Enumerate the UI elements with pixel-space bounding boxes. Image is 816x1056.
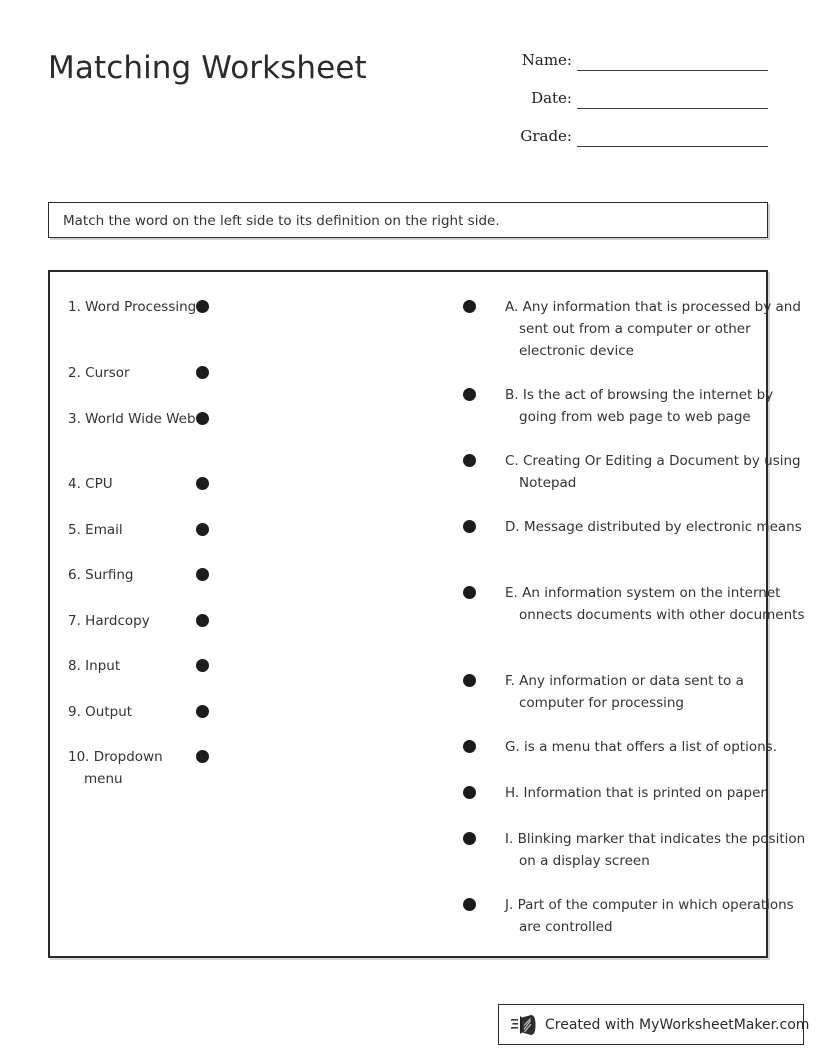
definition-label: H. Information that is printed on paper xyxy=(505,785,766,801)
definition-match-dot[interactable] xyxy=(463,898,476,911)
footer-attribution-text: Created with MyWorksheetMaker.com xyxy=(545,1016,810,1033)
instruction-text: Match the word on the left side to its definition on the right side. xyxy=(63,213,500,229)
word-match-dot[interactable] xyxy=(196,477,209,490)
words-column xyxy=(50,272,380,956)
definition-match-dot[interactable] xyxy=(463,832,476,845)
word-match-dot[interactable] xyxy=(196,300,209,313)
word-label: 7. Hardcopy xyxy=(68,613,150,629)
definition-label: B. Is the act of browsing the internet by going from web page to web page xyxy=(505,387,774,425)
definition-match-dot[interactable] xyxy=(463,454,476,467)
word-label: 4. CPU xyxy=(68,476,113,492)
word-match-dot[interactable] xyxy=(196,523,209,536)
definitions-column xyxy=(405,272,806,956)
word-label: 3. World Wide Web xyxy=(68,411,196,427)
word-label: 5. Email xyxy=(68,522,123,538)
word-label: 2. Cursor xyxy=(68,365,130,381)
definition-match-dot[interactable] xyxy=(463,586,476,599)
definition-label: J. Part of the computer in which operations are controlled xyxy=(505,897,794,935)
definition-match-dot[interactable] xyxy=(463,300,476,313)
word-match-dot[interactable] xyxy=(196,705,209,718)
date-field-row xyxy=(500,88,772,126)
word-match-dot[interactable] xyxy=(196,750,209,763)
definition-label: G. is a menu that offers a list of options. xyxy=(505,739,777,755)
word-label: 6. Surfing xyxy=(68,567,134,583)
grade-field-row xyxy=(500,126,772,164)
footer-attribution-badge[interactable] xyxy=(498,1004,810,1045)
name-field-label: Name: xyxy=(521,51,572,69)
student-info-fields xyxy=(500,50,772,164)
page-title: Matching Worksheet xyxy=(48,50,367,86)
date-field-label: Date: xyxy=(531,89,572,107)
word-match-dot[interactable] xyxy=(196,568,209,581)
definition-label: D. Message distributed by electronic means xyxy=(505,519,802,535)
worksheet-header xyxy=(0,0,816,180)
word-label: 10. Dropdown menu xyxy=(68,749,163,787)
definition-label: A. Any information that is processed by and sent out from a computer or other electronic device xyxy=(505,299,801,359)
definition-match-dot[interactable] xyxy=(463,786,476,799)
definition-label: F. Any information or data sent to a computer for processing xyxy=(505,673,744,711)
definition-match-dot[interactable] xyxy=(463,520,476,533)
grade-field-input[interactable] xyxy=(577,146,768,147)
definition-label: I. Blinking marker that indicates the position on a display screen xyxy=(505,831,806,869)
worksheet-maker-logo-icon xyxy=(511,1013,537,1037)
word-match-dot[interactable] xyxy=(196,366,209,379)
word-label: 9. Output xyxy=(68,704,133,720)
grade-field-label: Grade: xyxy=(520,127,572,145)
definition-match-dot[interactable] xyxy=(463,388,476,401)
word-label: 8. Input xyxy=(68,658,121,674)
word-match-dot[interactable] xyxy=(196,614,209,627)
definition-label: E. An information system on the internet onnects documents with other documents xyxy=(505,585,805,623)
name-field-input[interactable] xyxy=(577,70,768,71)
definition-match-dot[interactable] xyxy=(463,740,476,753)
definition-match-dot[interactable] xyxy=(463,674,476,687)
matching-exercise-box xyxy=(48,270,806,958)
word-label: 1. Word Processing xyxy=(68,299,197,315)
word-match-dot[interactable] xyxy=(196,659,209,672)
instruction-box xyxy=(48,202,768,238)
word-match-dot[interactable] xyxy=(196,412,209,425)
date-field-input[interactable] xyxy=(577,108,768,109)
name-field-row xyxy=(500,50,772,88)
definition-label: C. Creating Or Editing a Document by using Notepad xyxy=(505,453,801,491)
